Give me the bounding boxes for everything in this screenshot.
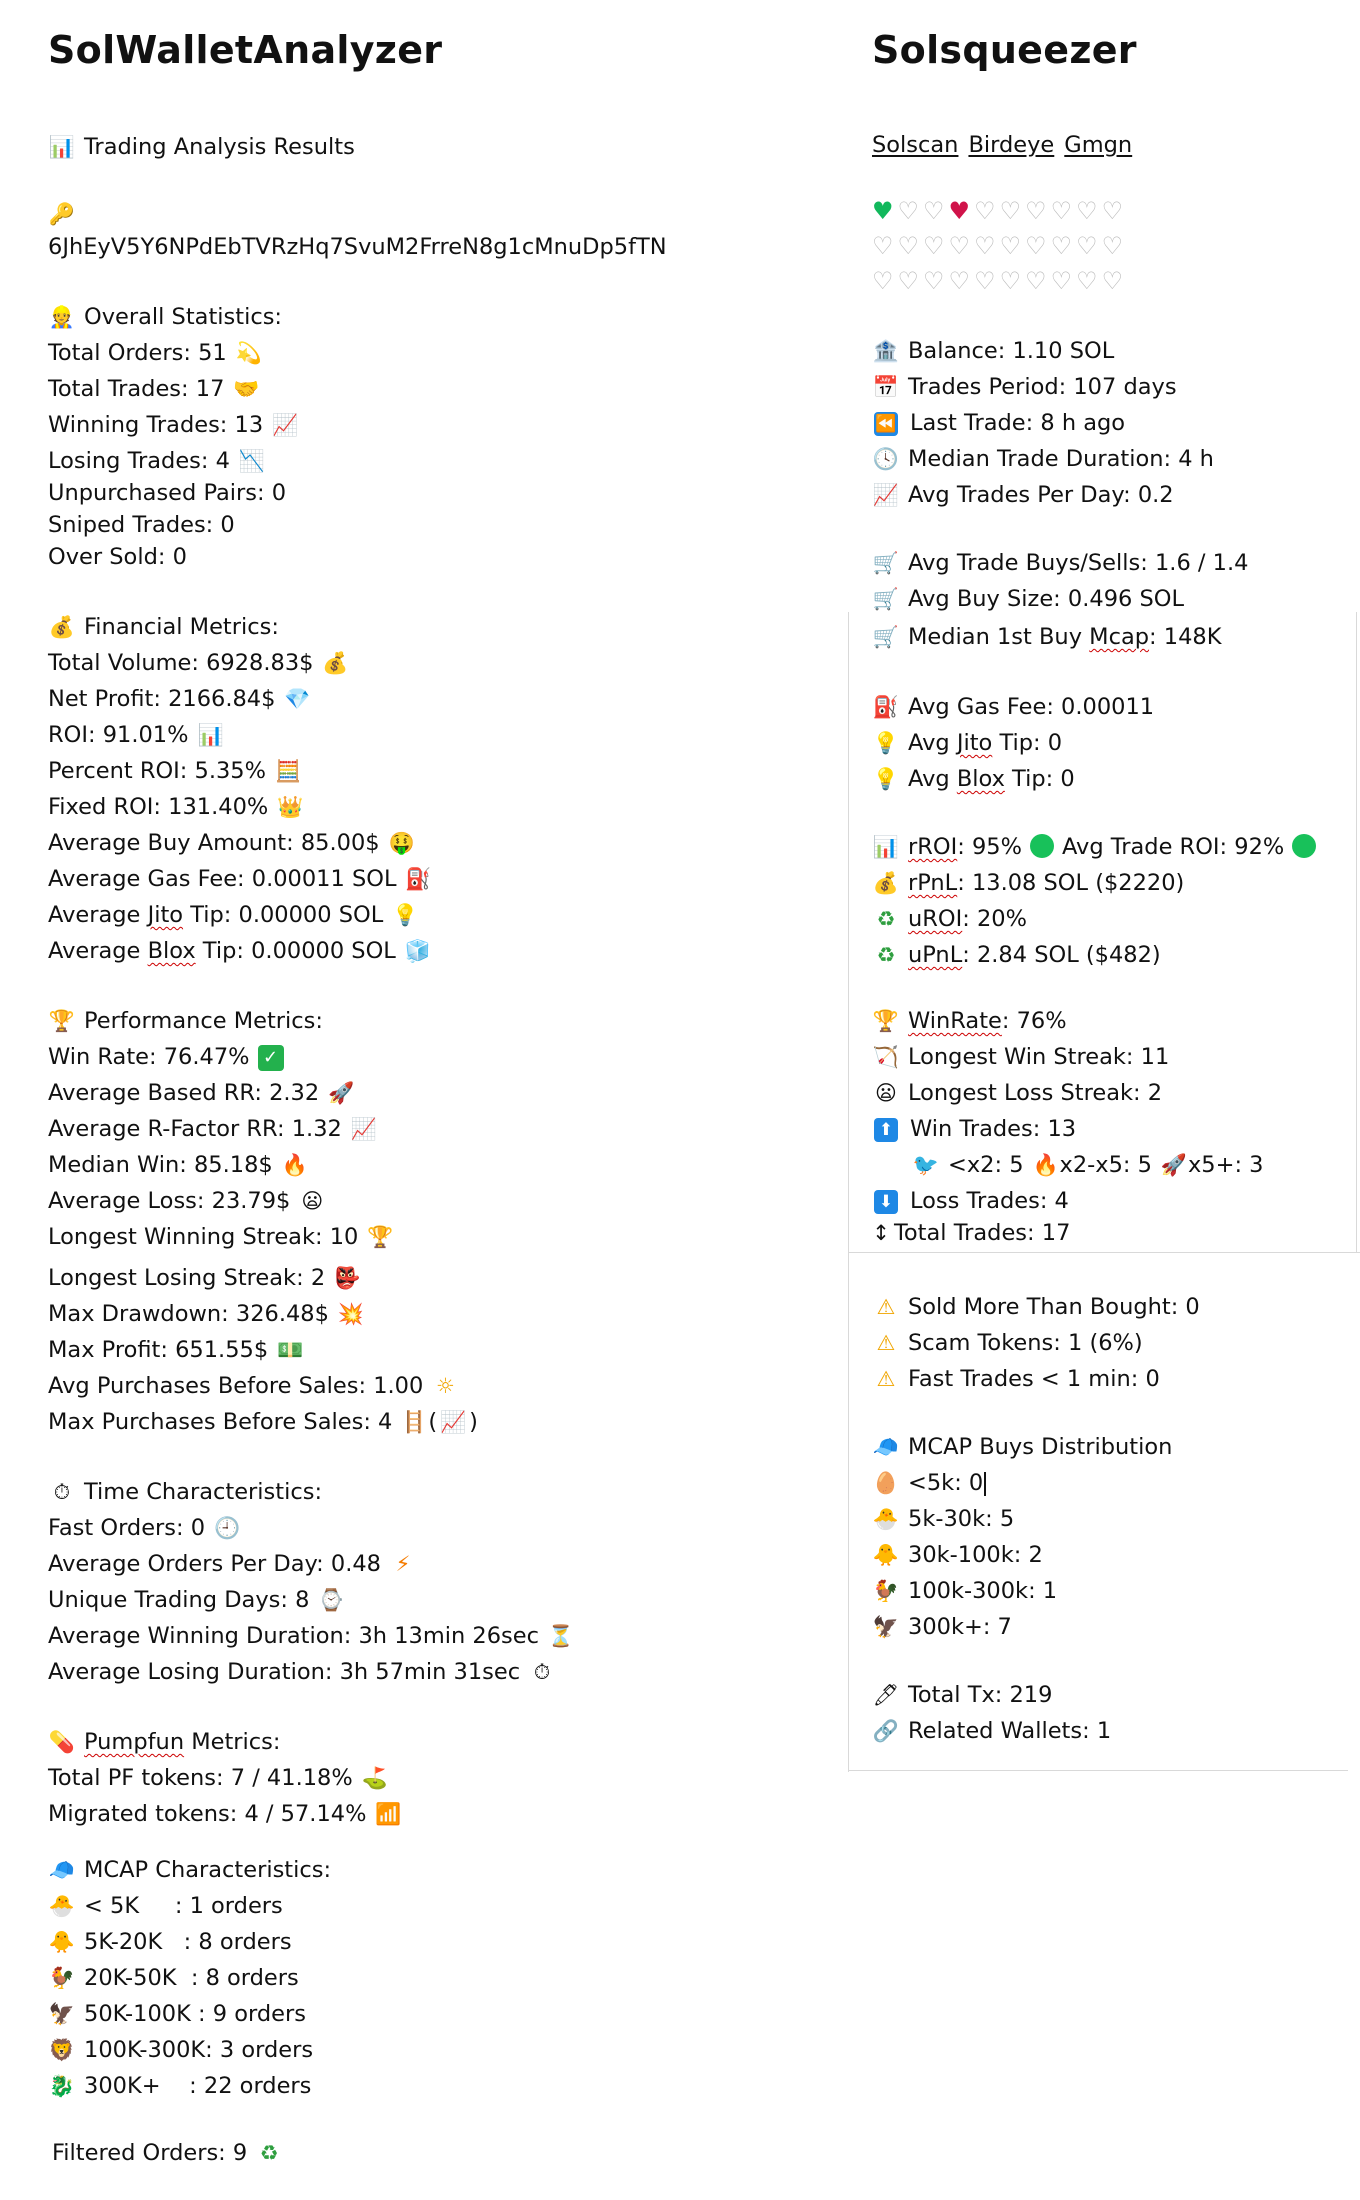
fire-icon: 🔥 (1032, 1153, 1059, 1177)
balance: 🏦 Balance: 1.10 SOL (872, 338, 1115, 364)
perf-avg-rfactor: Average R-Factor RR: 1.32 📈 (48, 1116, 377, 1142)
warning-scam-tokens: ⚠ Scam Tokens: 1 (6%) (872, 1328, 1143, 1358)
warning-fast-trades: ⚠ Fast Trades < 1 min: 0 (872, 1364, 1160, 1394)
loss-trades: ⬇ Loss Trades: 4 (872, 1186, 1069, 1216)
lion-icon: 🦁 (48, 2038, 76, 2062)
avg-blox-tip: 💡 Avg Blox Tip: 0 (872, 766, 1075, 792)
mcap-dist-row: 🐓 100k-300k: 1 (872, 1578, 1058, 1604)
rooster-icon: 🐓 (48, 1966, 76, 1990)
pen-icon: 🖊 (872, 1683, 900, 1707)
perf-longest-loss: Longest Losing Streak: 2 👺 (48, 1265, 361, 1291)
last-trade: ⏪ Last Trade: 8 h ago (875, 410, 1126, 436)
bar-chart-icon: 📊 (872, 835, 900, 859)
mcap-row: 🐓 20K-50K : 8 orders (48, 1965, 299, 1991)
broken-heart-icon: ♥ (948, 197, 975, 225)
explosion-icon: 💥 (337, 1302, 364, 1326)
mcap-dist-heading: 🧢 MCAP Buys Distribution (872, 1434, 1173, 1460)
related-wallets: 🔗 Related Wallets: 1 (872, 1718, 1112, 1744)
chart-up-icon: 📈 (350, 1117, 377, 1141)
time-fast-orders: Fast Orders: 0 🕘 (48, 1515, 241, 1541)
egg-icon: 🥚 (872, 1471, 900, 1495)
signal-bars-icon: 📶 (375, 1802, 402, 1826)
median-trade-duration: 🕓 Median Trade Duration: 4 h (872, 446, 1214, 472)
dragon-icon: 🐉 (48, 2074, 76, 2098)
mcap-dist-row: 🦅 300k+: 7 (872, 1614, 1012, 1640)
lightbulb-icon: 💡 (872, 767, 900, 791)
recycle-icon: ♻ (259, 2141, 279, 2165)
wallet-address[interactable]: 6JhEyV5Y6NPdEbTVRzHq7SvuM2FrreN8g1cMnuDp5fTN (48, 234, 667, 260)
mcap-row: 🐣 < 5K : 1 orders (48, 1893, 283, 1919)
recycle-icon: ♻ (876, 943, 896, 967)
green-heart-icon: ♥ (872, 197, 898, 225)
warning-icon: ⚠ (876, 1331, 896, 1355)
bar-chart-icon: 📊 (48, 135, 76, 159)
mcap-dist-row: 🐥 30k-100k: 2 (872, 1542, 1043, 1568)
win-trades: ⬆ Win Trades: 13 (872, 1114, 1076, 1144)
watch-icon: ⌚ (318, 1588, 345, 1612)
mcap-dist-row: 🥚 <5k: 0 (872, 1468, 986, 1498)
time-avg-win-dur: Average Winning Duration: 3h 13min 26sec ⏳ (48, 1623, 575, 1649)
rpnl-line: 💰 rPnL: 13.08 SOL ($2220) (872, 870, 1185, 896)
money-bag-icon: 💰 (48, 615, 76, 639)
mcap-dist-row: 🐣 5k-30k: 5 (872, 1506, 1015, 1532)
calendar-icon: 📅 (872, 375, 900, 399)
analysis-header: 📊 Trading Analysis Results (48, 134, 355, 160)
fin-avg-jito: Average Jito Tip: 0.00000 SOL 💡 (48, 902, 419, 928)
crown-icon: 👑 (277, 795, 304, 819)
mcap-row: 🐥 5K-20K : 8 orders (48, 1929, 292, 1955)
bar-chart-icon: 📊 (197, 723, 224, 747)
fuel-pump-icon: ⛽ (405, 867, 432, 891)
hourglass-icon: ⏳ (547, 1624, 575, 1648)
gem-icon: 💎 (284, 687, 311, 711)
total-trades: ↕ Total Trades: 17 (872, 1220, 1071, 1246)
perf-avg-loss: Average Loss: 23.79$ 😦 (48, 1186, 326, 1216)
chick-icon: 🐥 (48, 1930, 76, 1954)
filtered-orders: Filtered Orders: 9 ♻ (52, 2138, 283, 2168)
empty-heart-icon: ♡♡♡♡♡♡♡♡♡♡ (872, 232, 1128, 260)
perf-longest-win: Longest Winning Streak: 10 🏆 (48, 1224, 394, 1250)
fin-roi: ROI: 91.01% 📊 (48, 722, 224, 748)
stopwatch-icon: ⏱ (533, 1660, 551, 1684)
chart-down-icon: 📉 (238, 449, 266, 473)
pumpfun-heading: 💊 Pumpfun Metrics: (48, 1729, 281, 1755)
empty-heart-icon: ♡ (1025, 197, 1051, 225)
recycle-icon: ♻ (876, 907, 896, 931)
panel-divider (1356, 612, 1357, 1252)
fin-total-volume: Total Volume: 6928.83$ 💰 (48, 650, 349, 676)
rroi-line: 📊 rROI: 95% Avg Trade ROI: 92% (872, 832, 1324, 862)
heart-row (872, 194, 1127, 229)
longest-loss-streak: 😦 Longest Loss Streak: 2 (872, 1078, 1162, 1108)
fin-percent-roi: Percent ROI: 5.35% 🧮 (48, 758, 302, 784)
clock-icon: 🕘 (214, 1516, 241, 1540)
green-circle-icon (1292, 834, 1316, 858)
bank-icon: 🏦 (872, 339, 900, 363)
mcap-heading: 🧢 MCAP Characteristics: (48, 1857, 332, 1883)
heart-row (872, 229, 1127, 264)
empty-heart-icon: ♡ (1076, 197, 1102, 225)
heart-row (872, 264, 1127, 299)
sun-icon: ☼ (435, 1374, 455, 1398)
perf-avg-purchases: Avg Purchases Before Sales: 1.00 ☼ (48, 1371, 459, 1401)
panel-divider (848, 772, 849, 1772)
financial-heading: 💰 Financial Metrics: (48, 614, 279, 640)
fin-avg-gas: Average Gas Fee: 0.00011 SOL ⛽ (48, 866, 432, 892)
avg-trades-per-day: 📈 Avg Trades Per Day: 0.2 (872, 482, 1174, 508)
fin-fixed-roi: Fixed ROI: 131.40% 👑 (48, 794, 304, 820)
performance-heading: 🏆 Performance Metrics: (48, 1008, 323, 1034)
avg-jito-tip: 💡 Avg Jito Tip: 0 (872, 730, 1063, 756)
chart-up-icon: 📈 (272, 413, 299, 437)
trophy-icon: 🏆 (872, 1009, 900, 1033)
money-bag-icon: 💰 (872, 871, 900, 895)
uroi-line: ♻ uROI: 20% (872, 904, 1027, 934)
birdeye-link[interactable]: Birdeye (968, 132, 1055, 158)
check-icon: ✓ (258, 1045, 284, 1071)
right-title: Solsqueezer (872, 28, 1137, 72)
stat-oversold: Over Sold: 0 (48, 544, 187, 570)
lightbulb-icon: 💡 (392, 903, 419, 927)
cap-icon: 🧢 (48, 1858, 76, 1882)
lightning-icon: ⚡ (395, 1552, 411, 1576)
empty-heart-icon: ♡ (999, 197, 1026, 225)
avg-gas-fee: ⛽ Avg Gas Fee: 0.00011 (872, 694, 1155, 720)
arrow-up-icon: ⬆ (874, 1118, 898, 1142)
avg-buy-size: 🛒 Avg Buy Size: 0.496 SOL (872, 586, 1184, 612)
money-bag-icon: 💰 (322, 651, 349, 675)
arrow-down-icon: ⬇ (874, 1190, 898, 1214)
rocket-icon: 🚀 (328, 1081, 355, 1105)
pf-migrated: Migrated tokens: 4 / 57.14% 📶 (48, 1801, 402, 1827)
key-icon: 🔑 (48, 202, 76, 226)
hatching-chick-icon: 🐣 (48, 1894, 76, 1918)
avg-buys-sells: 🛒 Avg Trade Buys/Sells: 1.6 / 1.4 (872, 550, 1249, 576)
trades-period: 📅 Trades Period: 107 days (872, 374, 1177, 400)
stat-winning-trades: Winning Trades: 13 📈 (48, 412, 299, 438)
hatching-chick-icon: 🐣 (872, 1507, 900, 1531)
warning-icon: ⚠ (876, 1295, 896, 1319)
money-icon: 💵 (277, 1338, 304, 1362)
eagle-icon: 🦅 (872, 1615, 900, 1639)
key-icon-line (48, 199, 84, 229)
panel-divider (848, 1252, 1360, 1253)
time-unique-days: Unique Trading Days: 8 ⌚ (48, 1587, 345, 1613)
perf-median-win: Median Win: 85.18$ 🔥 (48, 1152, 308, 1178)
mcap-row: 🦁 100K-300K: 3 orders (48, 2037, 314, 2063)
fin-net-profit: Net Profit: 2166.84$ 💎 (48, 686, 311, 712)
sad-face-icon: 😦 (301, 1189, 324, 1213)
left-title: SolWalletAnalyzer (48, 28, 443, 72)
empty-heart-icon: ♡♡♡♡♡♡♡♡♡♡ (872, 267, 1128, 295)
gmgn-link[interactable]: Gmgn (1064, 132, 1133, 158)
sad-face-icon: 😦 (875, 1081, 897, 1105)
chick-icon: 🐥 (872, 1543, 900, 1567)
warning-sold-more: ⚠ Sold More Than Bought: 0 (872, 1292, 1200, 1322)
stat-total-trades: Total Trades: 17 🤝 (48, 376, 260, 402)
warning-icon: ⚠ (876, 1367, 896, 1391)
total-tx: 🖊 Total Tx: 219 (872, 1682, 1053, 1708)
green-circle-icon (1030, 834, 1054, 858)
mcap-row: 🐉 300K+ : 22 orders (48, 2073, 312, 2099)
mcap-row: 🦅 50K-100K : 9 orders (48, 2001, 306, 2027)
cap-icon: 🧢 (872, 1435, 900, 1459)
link-icon: 🔗 (872, 1719, 900, 1743)
abacus-icon: 🧮 (274, 759, 302, 783)
stat-losing-trades: Losing Trades: 4 📉 (48, 448, 266, 474)
clock-icon: 🕓 (872, 447, 900, 471)
cart-icon: 🛒 (872, 587, 900, 611)
longest-win-streak: 🏹 Longest Win Streak: 11 (872, 1044, 1170, 1070)
handshake-icon: 🤝 (233, 377, 260, 401)
person-icon: 👷 (48, 305, 76, 329)
fuel-pump-icon: ⛽ (872, 695, 900, 719)
panel-divider (848, 612, 849, 772)
fire-rooster-icon: 🐦 (912, 1153, 940, 1177)
median-first-buy-mcap: 🛒 Median 1st Buy Mcap: 148K (872, 624, 1222, 650)
explorer-links (872, 130, 1142, 160)
fin-avg-buy: Average Buy Amount: 85.00$ 🤑 (48, 830, 415, 856)
empty-heart-icon: ♡ (1050, 197, 1077, 225)
empty-heart-icon: ♡ (1101, 197, 1128, 225)
perf-max-profit: Max Profit: 651.55$ 💵 (48, 1337, 304, 1363)
fire-icon: 🔥 (281, 1153, 308, 1177)
pill-icon: 💊 (48, 1730, 76, 1754)
perf-avg-based-rr: Average Based RR: 2.32 🚀 (48, 1080, 355, 1106)
chart-up-icon: 📈 (440, 1410, 467, 1434)
stat-sniped: Sniped Trades: 0 (48, 512, 235, 538)
goblin-mask-icon: 👺 (334, 1266, 361, 1290)
cube-icon: 🧊 (404, 939, 431, 963)
rewind-icon: ⏪ (875, 413, 897, 434)
pf-total-tokens: Total PF tokens: 7 / 41.18% ⛳ (48, 1765, 388, 1791)
panel-divider (848, 1770, 1348, 1771)
time-avg-loss-dur: Average Losing Duration: 3h 57min 31sec ⏱ (48, 1657, 556, 1687)
ladder-icon: 🪜 (401, 1410, 428, 1434)
stat-unpurchased: Unpurchased Pairs: 0 (48, 480, 287, 506)
lightbulb-icon: 💡 (872, 731, 900, 755)
winrate-line: 🏆 WinRate: 76% (872, 1008, 1067, 1034)
cart-icon: 🛒 (872, 551, 900, 575)
trophy-icon: 🏆 (48, 1009, 76, 1033)
golf-icon: ⛳ (361, 1766, 388, 1790)
eagle-icon: 🦅 (48, 2002, 76, 2026)
time-heading: ⏱ Time Characteristics: (48, 1477, 322, 1507)
upnl-line: ♻ uPnL: 2.84 SOL ($482) (872, 940, 1161, 970)
stat-total-orders: Total Orders: 51 💫 (48, 340, 262, 366)
fin-avg-blox: Average Blox Tip: 0.00000 SOL 🧊 (48, 938, 431, 964)
rocket-icon: 🚀 (1160, 1153, 1188, 1177)
empty-heart-icon: ♡ (974, 197, 1000, 225)
text-cursor (984, 1472, 986, 1496)
money-face-icon: 🤑 (388, 831, 415, 855)
up-down-arrow-icon: ↕ (872, 1221, 890, 1245)
x-breakdown: 🐦 <x2: 5 🔥x2-x5: 5 🚀x5+: 3 (912, 1152, 1264, 1178)
bow-arrow-icon: 🏹 (872, 1045, 900, 1069)
overall-heading: 👷 Overall Statistics: (48, 304, 282, 330)
solscan-link[interactable]: Solscan (872, 132, 959, 158)
chart-up-icon: 📈 (872, 483, 900, 507)
cart-icon: 🛒 (872, 625, 900, 649)
stopwatch-icon: ⏱ (53, 1480, 71, 1504)
perf-max-purchases: Max Purchases Before Sales: 4 🪜( 📈 ) (48, 1409, 478, 1435)
rooster-icon: 🐓 (872, 1579, 900, 1603)
dizzy-icon: 💫 (235, 341, 262, 365)
empty-heart-icon: ♡ (923, 197, 949, 225)
trophy-icon: 🏆 (367, 1225, 394, 1249)
perf-max-drawdown: Max Drawdown: 326.48$ 💥 (48, 1301, 364, 1327)
perf-win-rate: Win Rate: 76.47% ✓ (48, 1042, 284, 1072)
empty-heart-icon: ♡ (897, 197, 924, 225)
time-avg-orders: Average Orders Per Day: 0.48 ⚡ (48, 1549, 417, 1579)
